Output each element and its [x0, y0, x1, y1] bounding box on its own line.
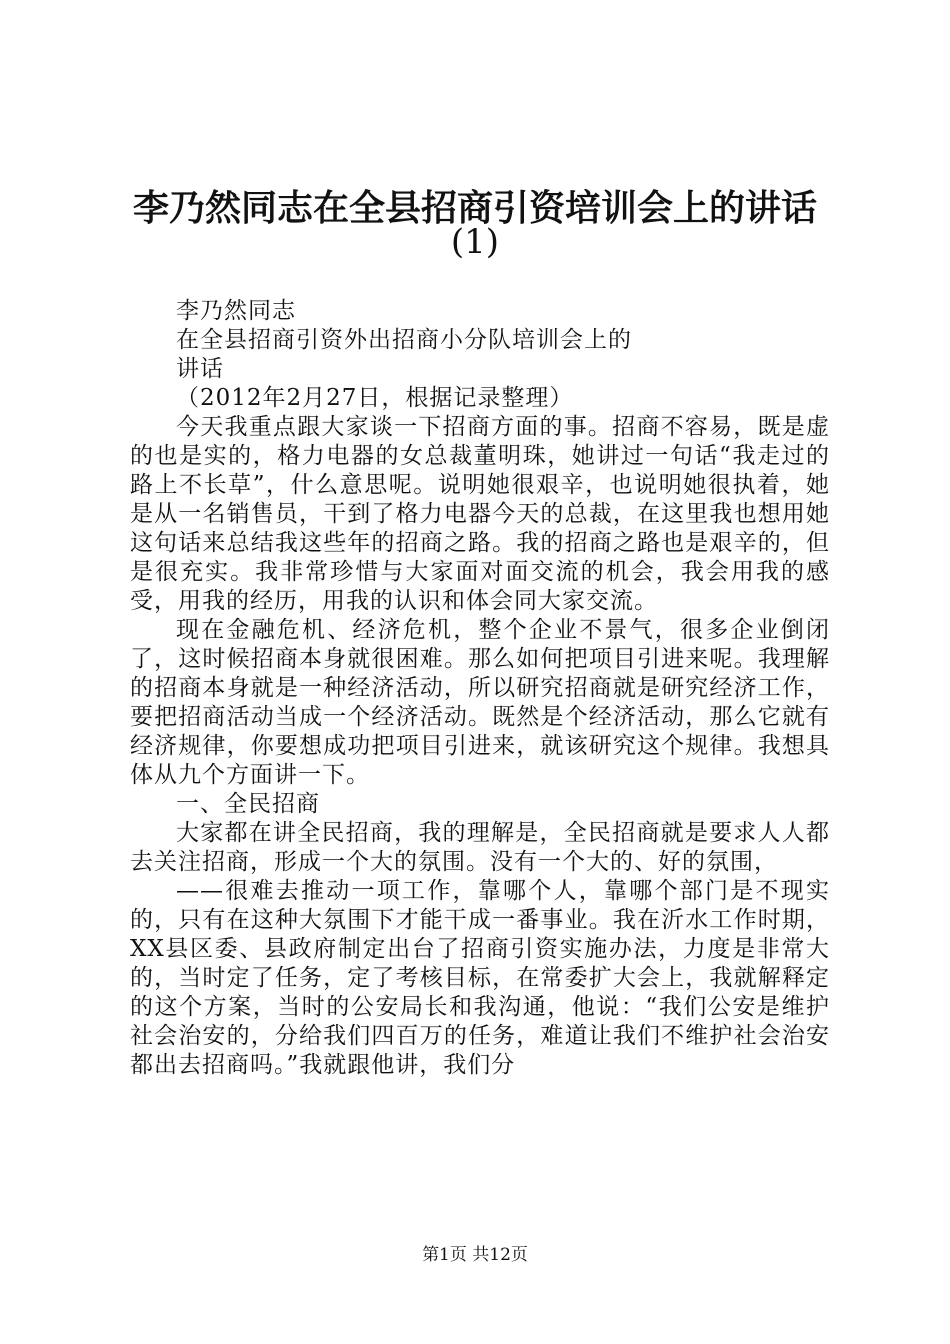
speech-label: 讲话 [176, 356, 224, 382]
paragraph: 大家都在讲全民招商，我的理解是，全民招商就是要求人人都去关注招商，形成一个大的氛围。没有一个大的、好的氛围， [130, 820, 830, 875]
document-title: 李乃然同志在全县招商引资培训会上的讲话 [132, 187, 817, 229]
paragraph: ——很难去推动一项工作，靠哪个人，靠哪个部门是不现实的，只有在这种大氛围下才能干成一番事业。我在沂水工作时期，XX县区委、县政府制定出台了招商引资实施办法，力度是非常大的，当时定了任务，定了考核目标，在常委扩大会上，我就解释定的这个方案，当时的公安局长和我沟通，他说：“我们公安是维护社会治安的，分给我们四百万的任务，难道让我们不维护社会治安都出去招商吗。”我就跟他讲，我们分 [130, 878, 830, 1078]
date-note: （2012年2月27日，根据记录整理） [176, 385, 574, 411]
event-line: 在全县招商引资外出招商小分队培训会上的 [176, 327, 632, 353]
speaker-line: 李乃然同志 [176, 298, 296, 324]
document-title-suffix: (1) [450, 222, 500, 262]
paragraph: 现在金融危机、经济危机，整个企业不景气，很多企业倒闭了，这时候招商本身就很困难。那么如何把项目引进来呢。我理解的招商本身就是一种经济活动，所以研究招商就是研究经济工作，要把招商活动当成一个经济活动。既然是个经济活动，那么它就有经济规律，你要想成功把项目引进来，就该研究这个规律。我想具体从九个方面讲一下。 [130, 617, 830, 788]
page-number: 第1页 共12页 [422, 1245, 528, 1265]
document-body [130, 297, 830, 1080]
paragraph: 今天我重点跟大家谈一下招商方面的事。招商不容易，既是虚的也是实的，格力电器的女总裁董明珠，她讲过一句话“我走过的路上不长草”，什么意思呢。说明她很艰辛，也说明她很执着，她是从一名销售员，干到了格力电器今天的总裁，在这里我也想用她这句话来总结我这些年的招商之路。我的招商之路也是艰辛的，但是很充实。我非常珍惜与大家面对面交流的机会，我会用我的感受，用我的经历，用我的认识和体会同大家交流。 [130, 414, 830, 614]
section-heading: 一、全民招商 [176, 791, 320, 817]
